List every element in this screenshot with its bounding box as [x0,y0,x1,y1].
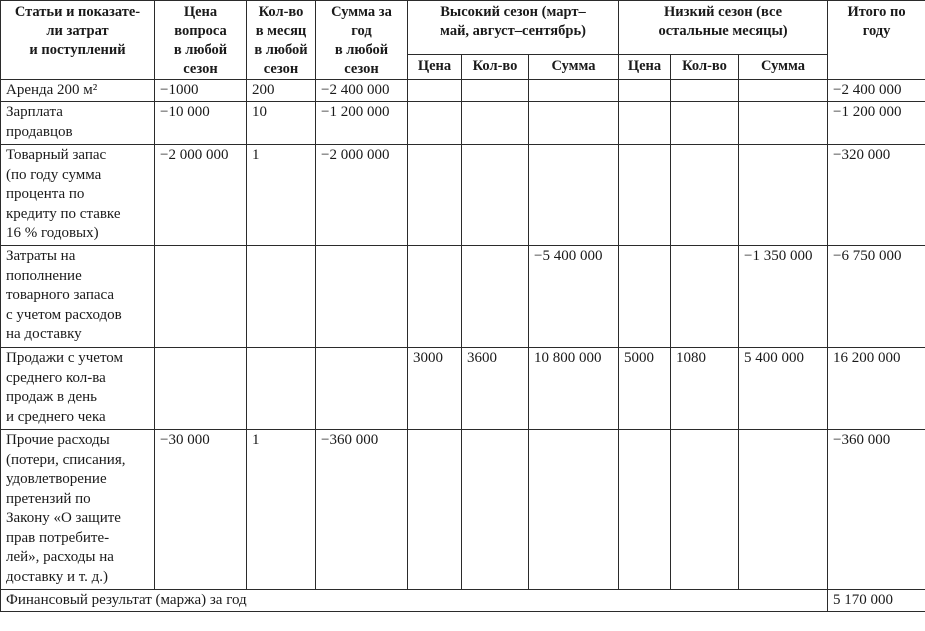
cell-sum-year: −1 200 000 [316,102,408,145]
header-total-year: Итого по году [828,1,925,80]
cell-low-price [619,246,671,348]
cell-price-any: −2 000 000 [155,145,247,246]
cell-price-any [155,246,247,348]
cell-qty-month: 1 [247,430,316,590]
cell-sum-year [316,348,408,430]
cell-high-sum [529,145,619,246]
cell-high-qty: 3600 [462,348,529,430]
cell-item: Затраты на пополнение товарного запаса с учетом расходов на доставку [1,246,155,348]
cell-total: −2 400 000 [828,80,925,102]
cell-low-price [619,80,671,102]
header-sum-year: Сумма за год в любой сезон [316,1,408,80]
cell-low-sum [739,145,828,246]
cell-low-sum: −1 350 000 [739,246,828,348]
row-inventory [1,145,925,246]
cell-high-qty [462,145,529,246]
header-low-season: Низкий сезон (все остальные месяцы) [619,1,828,55]
cell-item: Продажи с учетом среднего кол-ва продаж в день и среднего чека [1,348,155,430]
header-high-price: Цена [408,55,462,80]
cell-low-qty [671,430,739,590]
cell-high-price [408,246,462,348]
cell-low-qty [671,246,739,348]
cell-item: Прочие расходы (потери, списания, удовлетворение претензий по Закону «О защите прав потребите- лей», расходы на доставку и т. д.) [1,430,155,590]
cell-price-any: −1000 [155,80,247,102]
cell-high-sum [529,80,619,102]
cell-sum-year [316,246,408,348]
cell-total: −1 200 000 [828,102,925,145]
cell-low-sum [739,80,828,102]
financial-result-total: 5 170 000 [828,590,925,612]
cell-low-sum: 5 400 000 [739,348,828,430]
cell-low-price [619,430,671,590]
cell-high-sum: 10 800 000 [529,348,619,430]
cell-total: −6 750 000 [828,246,925,348]
cell-high-price [408,145,462,246]
header-qty-month: Кол-во в месяц в любой сезон [247,1,316,80]
cell-high-sum: −5 400 000 [529,246,619,348]
cell-low-qty [671,80,739,102]
row-salary [1,102,925,145]
cell-qty-month: 10 [247,102,316,145]
cell-high-sum [529,430,619,590]
cell-price-any [155,348,247,430]
cell-item: Зарплата продавцов [1,102,155,145]
cell-low-price [619,145,671,246]
cell-low-qty: 1080 [671,348,739,430]
cell-qty-month: 1 [247,145,316,246]
header-high-season: Высокий сезон (март– май, август–сентябрь) [408,1,619,55]
row-sales [1,348,925,430]
cell-total: 16 200 000 [828,348,925,430]
row-rent [1,80,925,102]
header-low-sum: Сумма [739,55,828,80]
cell-high-price [408,80,462,102]
financial-result-label: Финансовый результат (маржа) за год [1,590,828,612]
header-high-sum: Сумма [529,55,619,80]
cell-item: Аренда 200 м² [1,80,155,102]
header-high-qty: Кол-во [462,55,529,80]
header-low-qty: Кол-во [671,55,739,80]
cell-high-qty [462,102,529,145]
cell-qty-month [247,246,316,348]
cell-high-price: 3000 [408,348,462,430]
cell-total: −320 000 [828,145,925,246]
row-replenishment [1,246,925,348]
cell-low-sum [739,102,828,145]
cell-low-qty [671,145,739,246]
cell-price-any: −10 000 [155,102,247,145]
cell-sum-year: −2 000 000 [316,145,408,246]
cell-low-price: 5000 [619,348,671,430]
cell-low-price [619,102,671,145]
cell-qty-month [247,348,316,430]
cell-price-any: −30 000 [155,430,247,590]
cell-item: Товарный запас (по году сумма процента по кредиту по ставке 16 % годовых) [1,145,155,246]
cell-high-sum [529,102,619,145]
cell-high-qty [462,430,529,590]
cell-qty-month: 200 [247,80,316,102]
row-other-expenses [1,430,925,590]
cell-low-qty [671,102,739,145]
cell-sum-year: −2 400 000 [316,80,408,102]
header-item: Статьи и показате- ли затрат и поступлений [1,1,155,80]
header-low-price: Цена [619,55,671,80]
header-price-any: Цена вопроса в любой сезон [155,1,247,80]
cell-high-qty [462,80,529,102]
cell-high-price [408,102,462,145]
header-row [1,1,925,55]
cell-total: −360 000 [828,430,925,590]
cell-high-price [408,430,462,590]
cell-high-qty [462,246,529,348]
row-financial-result [1,590,925,612]
cell-sum-year: −360 000 [316,430,408,590]
cell-low-sum [739,430,828,590]
